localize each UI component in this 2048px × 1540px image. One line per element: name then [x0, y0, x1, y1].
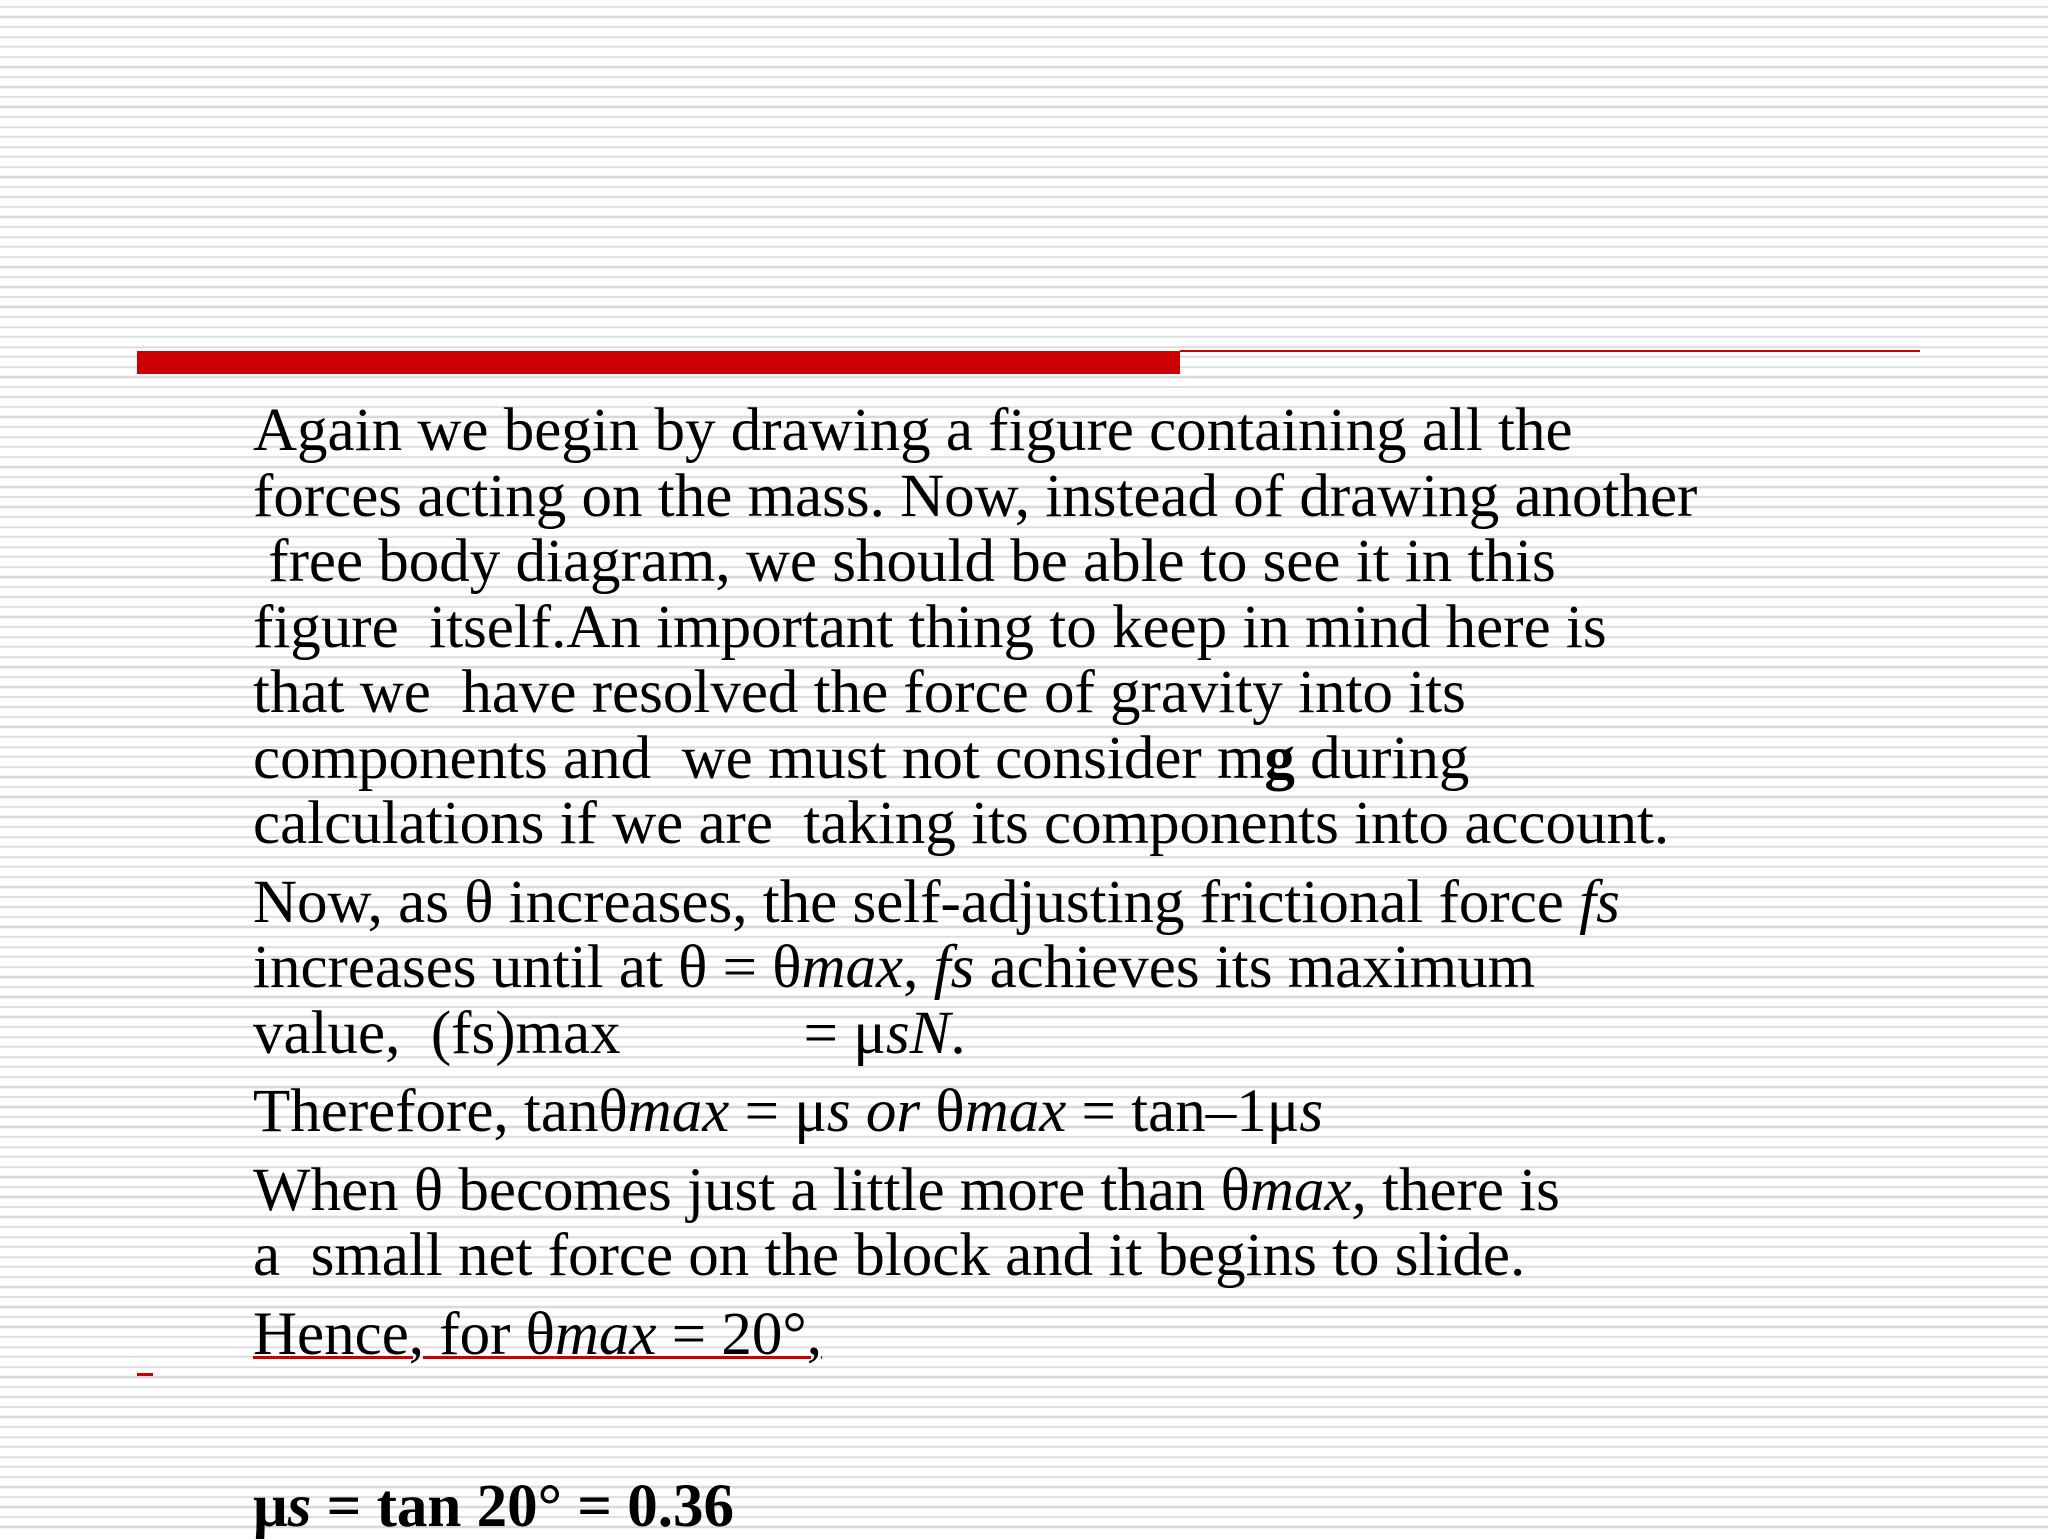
text-line: that we have resolved the force of gravity into its	[253, 659, 1466, 726]
text-line: figure itself.An important thing to keep in mind here is	[253, 593, 1607, 661]
hence-line: Hence, for θmax = 20°,	[253, 1300, 823, 1368]
text-line: value, (fs)max = μsN.	[253, 999, 966, 1067]
text-line: calculations if we are taking its components into account.	[253, 790, 1670, 857]
paragraph-tangent	[253, 1079, 1933, 1145]
text-line: increases until at θ = θmax, fs achieves its maximum	[253, 934, 1536, 1001]
text-line-mg: components and we must not consider mg during	[253, 724, 1470, 792]
title-accent-bar	[137, 351, 1180, 374]
text-line: a small net force on the block and it begins to slide.	[253, 1222, 1526, 1289]
text-line: free body diagram, we should be able to see it in this	[253, 528, 1556, 595]
equation-line: Therefore, tanθmax = μs or θmax = tan–1μs	[253, 1078, 1324, 1145]
title-accent-rule	[1180, 350, 1920, 352]
result-equation: μs = tan 20° = 0.36	[253, 1473, 734, 1540]
paragraph-friction	[253, 870, 1933, 1067]
text-line: Now, as θ increases, the self-adjusting frictional force fs	[253, 868, 1620, 936]
paragraph-hence	[253, 1302, 1933, 1368]
text-line: When θ becomes just a little more than θmax, there is	[253, 1156, 1560, 1224]
paragraph-intro	[253, 398, 1933, 857]
text-line: forces acting on the mass. Now, instead of drawing another	[253, 462, 1698, 530]
text-line: Again we begin by drawing a figure containing all the	[253, 397, 1573, 464]
bullet-marker	[137, 1373, 153, 1376]
gravity-symbol: g	[1264, 724, 1295, 792]
paragraph-slide	[253, 1158, 1933, 1289]
slide-body	[253, 398, 1933, 1367]
